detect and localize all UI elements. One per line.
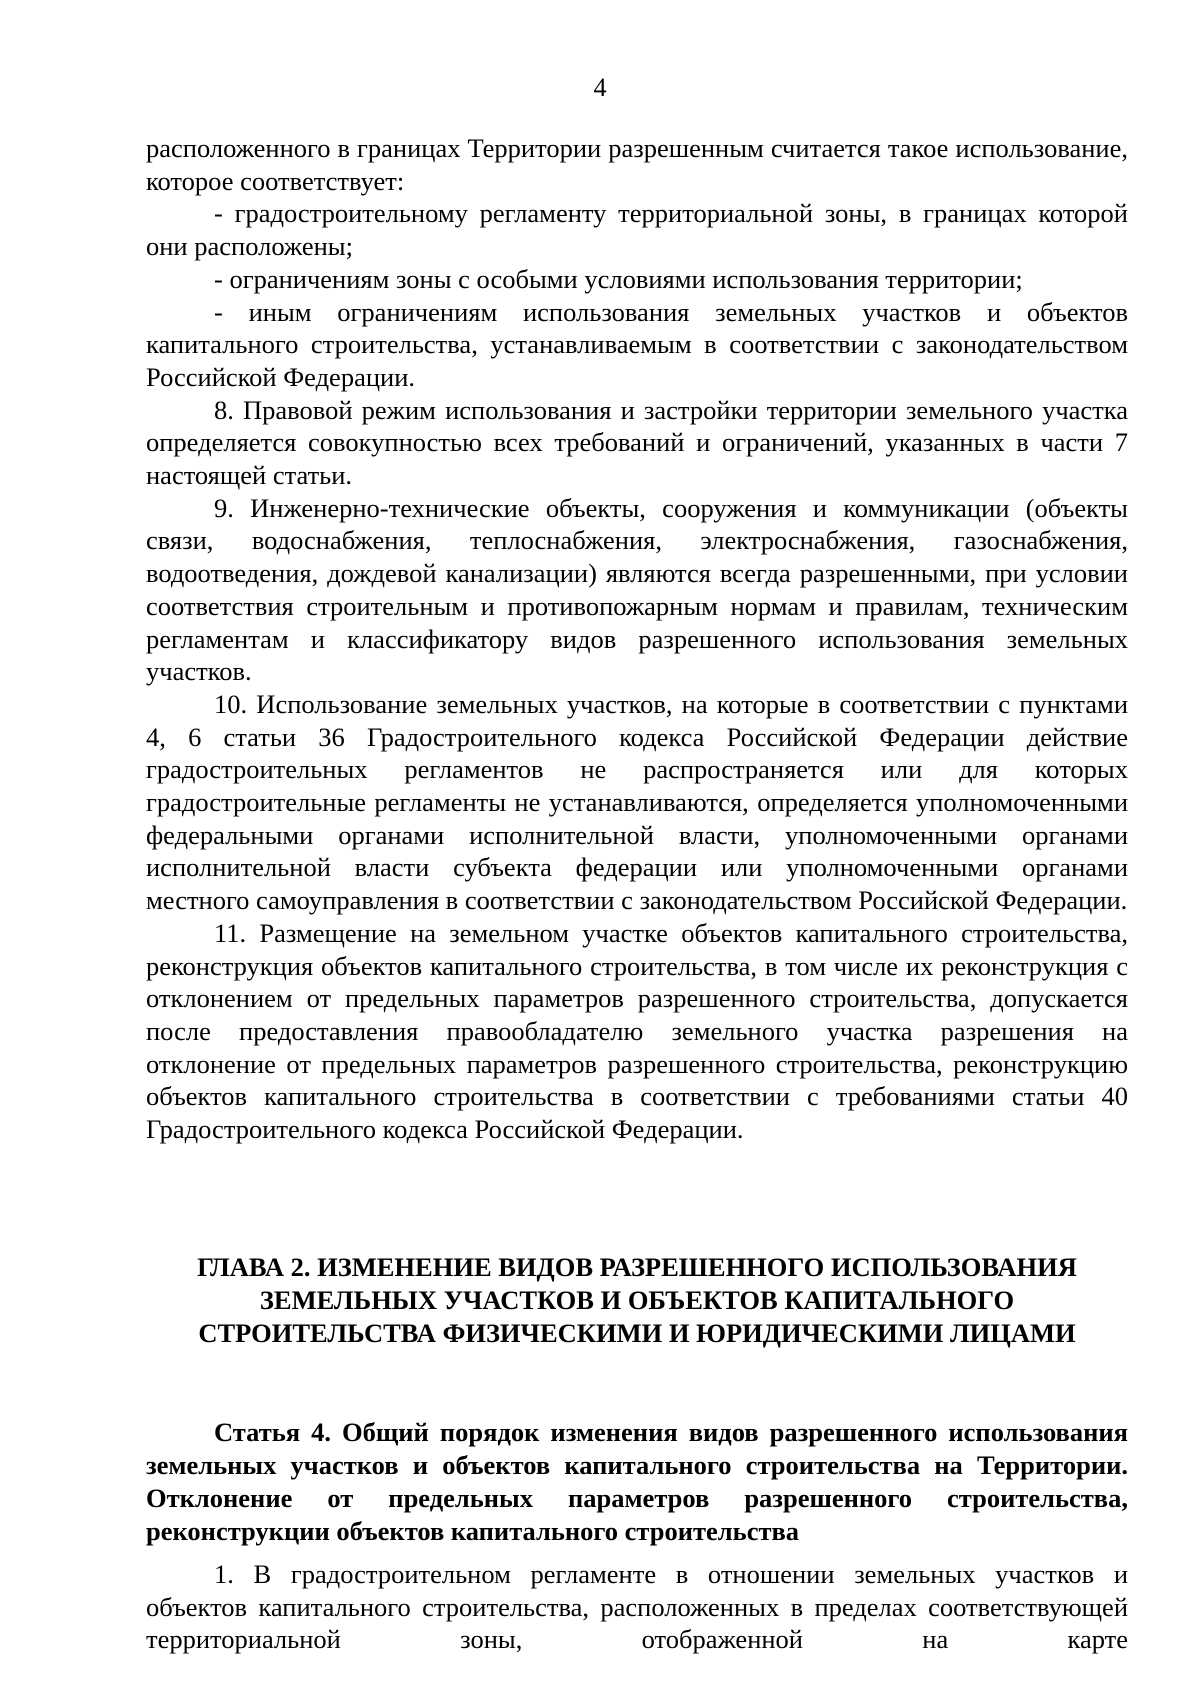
list-item-zone-restrictions: - ограничениям зоны с особыми условиями использования территории; [214,263,1023,294]
list-item-regulation: - градостроительному регламенту территориальной зоны, в границах которой они расположены; [146,198,1128,262]
paragraph-9: 9. Инженерно-технические объекты, сооружения и коммуникации (объекты связи, водоснабжения, теплоснабжения, электроснабжения, газоснабжения, водоотведения, дождевой канализации) являются всегда разрешенными, при условии соответствия строительным и противопожарным нормам и правилам, техническим регламентам и классификатору видов разрешенного использования земельных участков. [146,492,1128,687]
paragraph-10: 10. Использование земельных участков, на которые в соответствии с пунктами 4, 6 статьи 36 Градостроительного кодекса Российской Федерации действие градостроительных регламентов не распространяется или для которых градостроительные регламенты не устанавливаются, определяется уполномоченными федеральными органами исполнительной власти, уполномоченными органами исполнительной власти субъекта федерации или уполномоченными органами местного самоуправления в соответствии с законодательством Российской Федерации. [146,688,1128,916]
chapter-heading-line: СТРОИТЕЛЬСТВА ФИЗИЧЕСКИМИ И ЮРИДИЧЕСКИМИ ЛИЦАМИ [198,1318,1076,1348]
page-number: 4 [593,73,607,102]
article-heading: Статья 4. Общий порядок изменения видов разрешенного использования земельных участков и объектов капитального строительства на Территории. Отклонение от предельных параметров разрешенного строительства, реконструкции объектов капитального строительства [146,1417,1128,1546]
chapter-heading-line: ГЛАВА 2. ИЗМЕНЕНИЕ ВИДОВ РАЗРЕШЕННОГО ИСПОЛЬЗОВАНИЯ [197,1252,1077,1282]
body-text [146,132,1128,1146]
paragraph-continuation: расположенного в границах Территории разрешенным считается такое использование, которое соответствует: [146,133,1128,196]
paragraph-8: 8. Правовой режим использования и застройки территории земельного участка определяется совокупностью всех требований и ограничений, указанных в части 7 настоящей статьи. [146,394,1128,491]
paragraph-11: 11. Размещение на земельном участке объектов капитального строительства, реконструкция объектов капитального строительства, в том числе их реконструкция с отклонением от предельных параметров разрешенного строительства, допускается после предоставления правообладателю земельного участка разрешения на отклонение от предельных параметров разрешенного строительства, реконструкцию объектов капитального строительства в соответствии с требованиями статьи 40 Градостроительного кодекса Российской Федерации. [146,917,1128,1145]
article-paragraph-1: 1. В градостроительном регламенте в отношении земельных участков и объектов капитального строительства, расположенных в пределах соответствующей территориальной зоны, отображенной на карте [146,1559,1128,1655]
chapter-heading [146,1251,1128,1350]
list-item-other-restrictions: - иным ограничениям использования земельных участков и объектов капитального строительства, устанавливаемым в соответствии с законодательством Российской Федерации. [146,296,1128,392]
chapter-heading-line: ЗЕМЕЛЬНЫХ УЧАСТКОВ И ОБЪЕКТОВ КАПИТАЛЬНОГО [259,1285,1015,1315]
